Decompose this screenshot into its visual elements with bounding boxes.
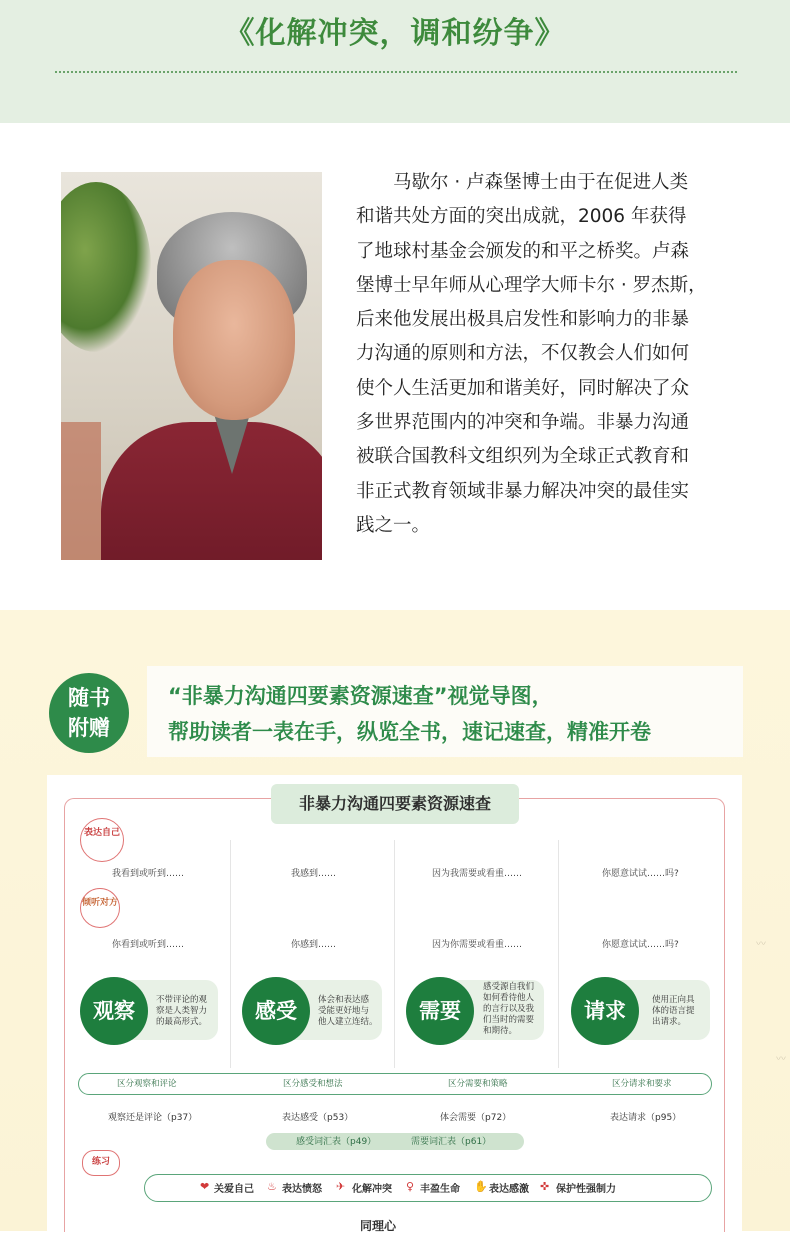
- brick-wall: [61, 422, 101, 560]
- distinguish-label: 区分需要和策略: [448, 1079, 508, 1089]
- page-reference: 表达请求（p95）: [610, 1113, 682, 1123]
- page-title: 《化解冲突，调和纷争》: [224, 16, 566, 51]
- bio-line: 力沟通的原则和方法，不仅教会人们如何: [356, 343, 690, 365]
- vocab-label: 需要词汇表（p61）: [411, 1137, 492, 1147]
- bio-line: 非正式教育领域非暴力解决冲突的最佳实: [356, 480, 690, 502]
- element-desc: 感受源自我们 如何看待他人 的言行以及我 们当时的需要 和期待。: [483, 982, 535, 1036]
- element-desc: 使用正向具 体的语言提 出请求。: [652, 995, 695, 1027]
- bio-line: 堡博士早年师从心理学大师卡尔 · 罗杰斯，: [356, 274, 707, 296]
- bio-line: 马歇尔 · 卢森堡博士由于在促进人类: [393, 172, 689, 193]
- express-phrase: 因为我需要或看重……: [432, 869, 523, 879]
- vocab-label: 感受词汇表（p49）: [296, 1137, 377, 1147]
- bird-decoration: 〰: [756, 939, 766, 950]
- plant-decoration: [61, 182, 151, 352]
- distinguish-label: 区分观察和评论: [117, 1079, 177, 1089]
- column-divider: [558, 840, 559, 1068]
- badge-line: 附赠: [68, 716, 110, 740]
- flower-icon: ♀: [406, 1180, 415, 1193]
- heart-icon: ❤: [200, 1180, 210, 1193]
- element-need: 需要: [406, 977, 474, 1045]
- portrait-face: [173, 260, 295, 420]
- gift-line: “非暴力沟通四要素资源速查”视觉导图，: [168, 684, 553, 708]
- practice-item: 表达感激: [489, 1184, 529, 1195]
- bio-line: 后来他发展出极具启发性和影响力的非暴: [356, 309, 690, 331]
- empathy-label: 同理心: [360, 1219, 397, 1233]
- hand-icon: ✋: [474, 1180, 488, 1193]
- practice-item: 丰盈生命: [420, 1184, 460, 1195]
- shield-icon: ✜: [540, 1180, 550, 1193]
- author-portrait: [61, 172, 322, 560]
- bio-line: 被联合国教科文组织列为全球正式教育和: [356, 446, 690, 468]
- listen-phrase: 因为你需要或看重……: [432, 940, 523, 950]
- gift-description: [168, 678, 748, 750]
- practice-bubble: 练习: [82, 1150, 120, 1176]
- bio-line: 使个人生活更加和谐美好，同时解决了众: [356, 377, 690, 399]
- element-desc: 不带评论的观 察是人类智力 的最高形式。: [156, 995, 208, 1027]
- distinguish-label: 区分请求和要求: [612, 1079, 672, 1089]
- practice-item: 保护性强制力: [556, 1184, 616, 1195]
- page-reference: 体会需要（p72）: [440, 1113, 512, 1123]
- page-reference: 观察还是评论（p37）: [108, 1113, 198, 1123]
- column-divider: [394, 840, 395, 1068]
- bio-line: 和谐共处方面的突出成就，2006 年获得: [356, 206, 687, 228]
- element-observation: 观察: [80, 977, 148, 1045]
- express-phrase: 你愿意试试……吗?: [602, 869, 679, 879]
- bio-line: 了地球村基金会颁发的和平之桥奖。卢森: [356, 240, 690, 262]
- listen-phrase: 你看到或听到……: [112, 940, 185, 950]
- practice-item: 表达愤怒: [282, 1184, 322, 1195]
- bio-line: 多世界范围内的冲突和争端。非暴力沟通: [356, 412, 690, 434]
- listen-phrase: 你感到……: [291, 940, 337, 950]
- listen-phrase: 你愿意试试……吗?: [602, 940, 679, 950]
- practice-item: 关爱自己: [214, 1184, 254, 1195]
- dove-icon: ✈: [336, 1180, 346, 1193]
- portrait-shirt: [101, 422, 322, 560]
- card-title: 非暴力沟通四要素资源速查: [271, 784, 519, 824]
- bird-decoration: 〰: [776, 1054, 786, 1065]
- practice-item: 化解冲突: [352, 1184, 392, 1195]
- gift-badge: [49, 673, 129, 753]
- flame-icon: ♨: [267, 1180, 277, 1193]
- express-self-bubble: 表达自己: [80, 818, 124, 862]
- element-feeling: 感受: [242, 977, 310, 1045]
- badge-line: 随书: [68, 686, 110, 710]
- column-divider: [230, 840, 231, 1068]
- gift-line: 帮助读者一表在手，纵览全书，速记速查，精准开卷: [168, 720, 651, 744]
- element-desc: 体会和表达感 受能更好地与 他人建立连结。: [318, 995, 378, 1027]
- author-bio: [356, 166, 746, 543]
- bio-line: 践之一。: [356, 514, 431, 536]
- express-phrase: 我感到……: [291, 869, 337, 879]
- element-request: 请求: [571, 977, 639, 1045]
- express-phrase: 我看到或听到……: [112, 869, 185, 879]
- dotted-divider: [55, 71, 737, 73]
- listen-other-bubble: 倾听对方: [80, 888, 120, 928]
- page-reference: 表达感受（p53）: [282, 1113, 354, 1123]
- distinguish-label: 区分感受和想法: [283, 1079, 343, 1089]
